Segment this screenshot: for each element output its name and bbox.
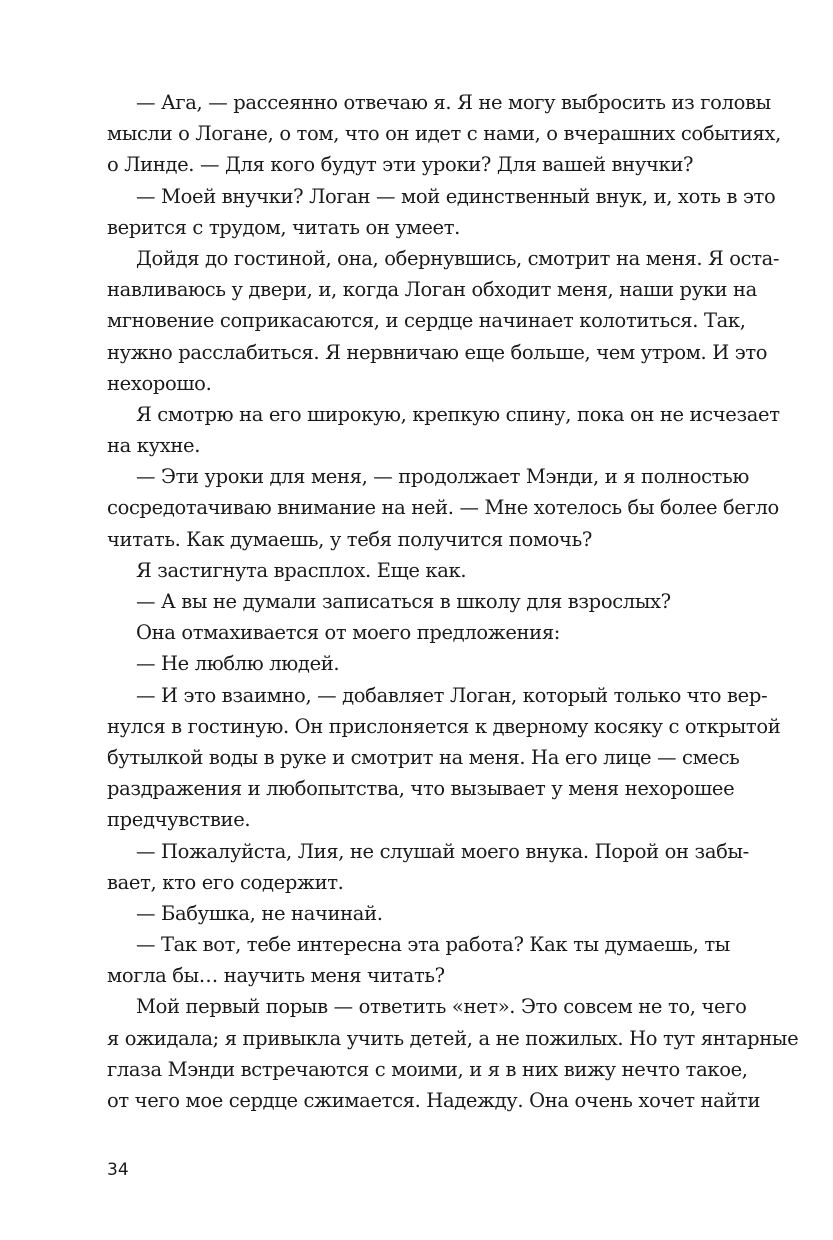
text-line: могла бы… научить меня читать?: [107, 964, 445, 988]
text-line: о Линде. — Для кого будут эти уроки? Для вашей внучки?: [107, 153, 694, 177]
text-line: вает, кто его содержит.: [107, 870, 344, 894]
text-line: я ожидала; я привыкла учить детей, а не пожилых. Но тут янтарные: [107, 1026, 799, 1050]
text-line: читать. Как думаешь, у тебя получится помочь?: [107, 527, 592, 551]
text-line: — А вы не думали записаться в школу для взрослых?: [136, 590, 671, 613]
text-line: предчувствие.: [107, 808, 251, 832]
text-line: от чего мое сердце сжимается. Надежду. Она очень хочет найти: [107, 1089, 761, 1112]
text-line: мгновение соприкасаются, и сердце начинает колотиться. Так,: [107, 309, 746, 333]
text-line: Мой первый порыв — ответить «нет». Это совсем не то, чего: [136, 995, 747, 1019]
body-text: [107, 87, 799, 1116]
text-line: нужно расслабиться. Я нервничаю еще больше, чем утром. И это: [107, 340, 768, 364]
text-line: — Так вот, тебе интересна эта работа? Как ты думаешь, ты: [136, 933, 730, 957]
text-line: — Не люблю людей.: [136, 652, 340, 676]
text-line: Я застигнута врасплох. Еще как.: [136, 558, 467, 582]
text-line: сосредотачиваю внимание на ней. — Мне хотелось бы более бегло: [107, 496, 779, 520]
text-line: — Моей внучки? Логан — мой единственный внук, и, хоть в это: [136, 184, 776, 208]
text-line: глаза Мэнди встречаются с моими, и я в них вижу нечто такое,: [107, 1057, 748, 1081]
text-line: Я смотрю на его широкую, крепкую спину, пока он не исчезает: [136, 402, 780, 426]
text-line: нулся в гостиную. Он прислоняется к дверному косяку с открытой: [107, 714, 781, 738]
text-line: верится с трудом, читать он умеет.: [107, 215, 461, 239]
text-line: — Бабушка, не начинай.: [136, 901, 383, 925]
text-line: нехорошо.: [107, 371, 212, 395]
text-line: бутылкой воды в руке и смотрит на меня. На его лице — смесь: [107, 745, 740, 769]
page-number: 34: [107, 1160, 129, 1180]
text-line: мысли о Логане, о том, что он идет с нами, о вчерашних событиях,: [107, 122, 781, 146]
text-line: раздражения и любопытства, что вызывает у меня нехорошее: [107, 777, 735, 801]
text-line: Она отмахивается от моего предложения:: [136, 621, 561, 645]
text-line: — Пожалуйста, Лия, не слушай моего внука. Порой он забы-: [136, 839, 749, 863]
text-line: — Ага, — рассеянно отвечаю я. Я не могу выбросить из головы: [136, 91, 771, 114]
text-line: на кухне.: [107, 434, 201, 458]
text-line: Дойдя до гостиной, она, обернувшись, смотрит на меня. Я оста-: [136, 246, 780, 270]
text-line: — Эти уроки для меня, — продолжает Мэнди, и я полностью: [136, 465, 750, 489]
text-line: навливаюсь у двери, и, когда Логан обходит меня, наши руки на: [107, 278, 757, 302]
text-line: — И это взаимно, — добавляет Логан, который только что вер-: [136, 683, 768, 707]
